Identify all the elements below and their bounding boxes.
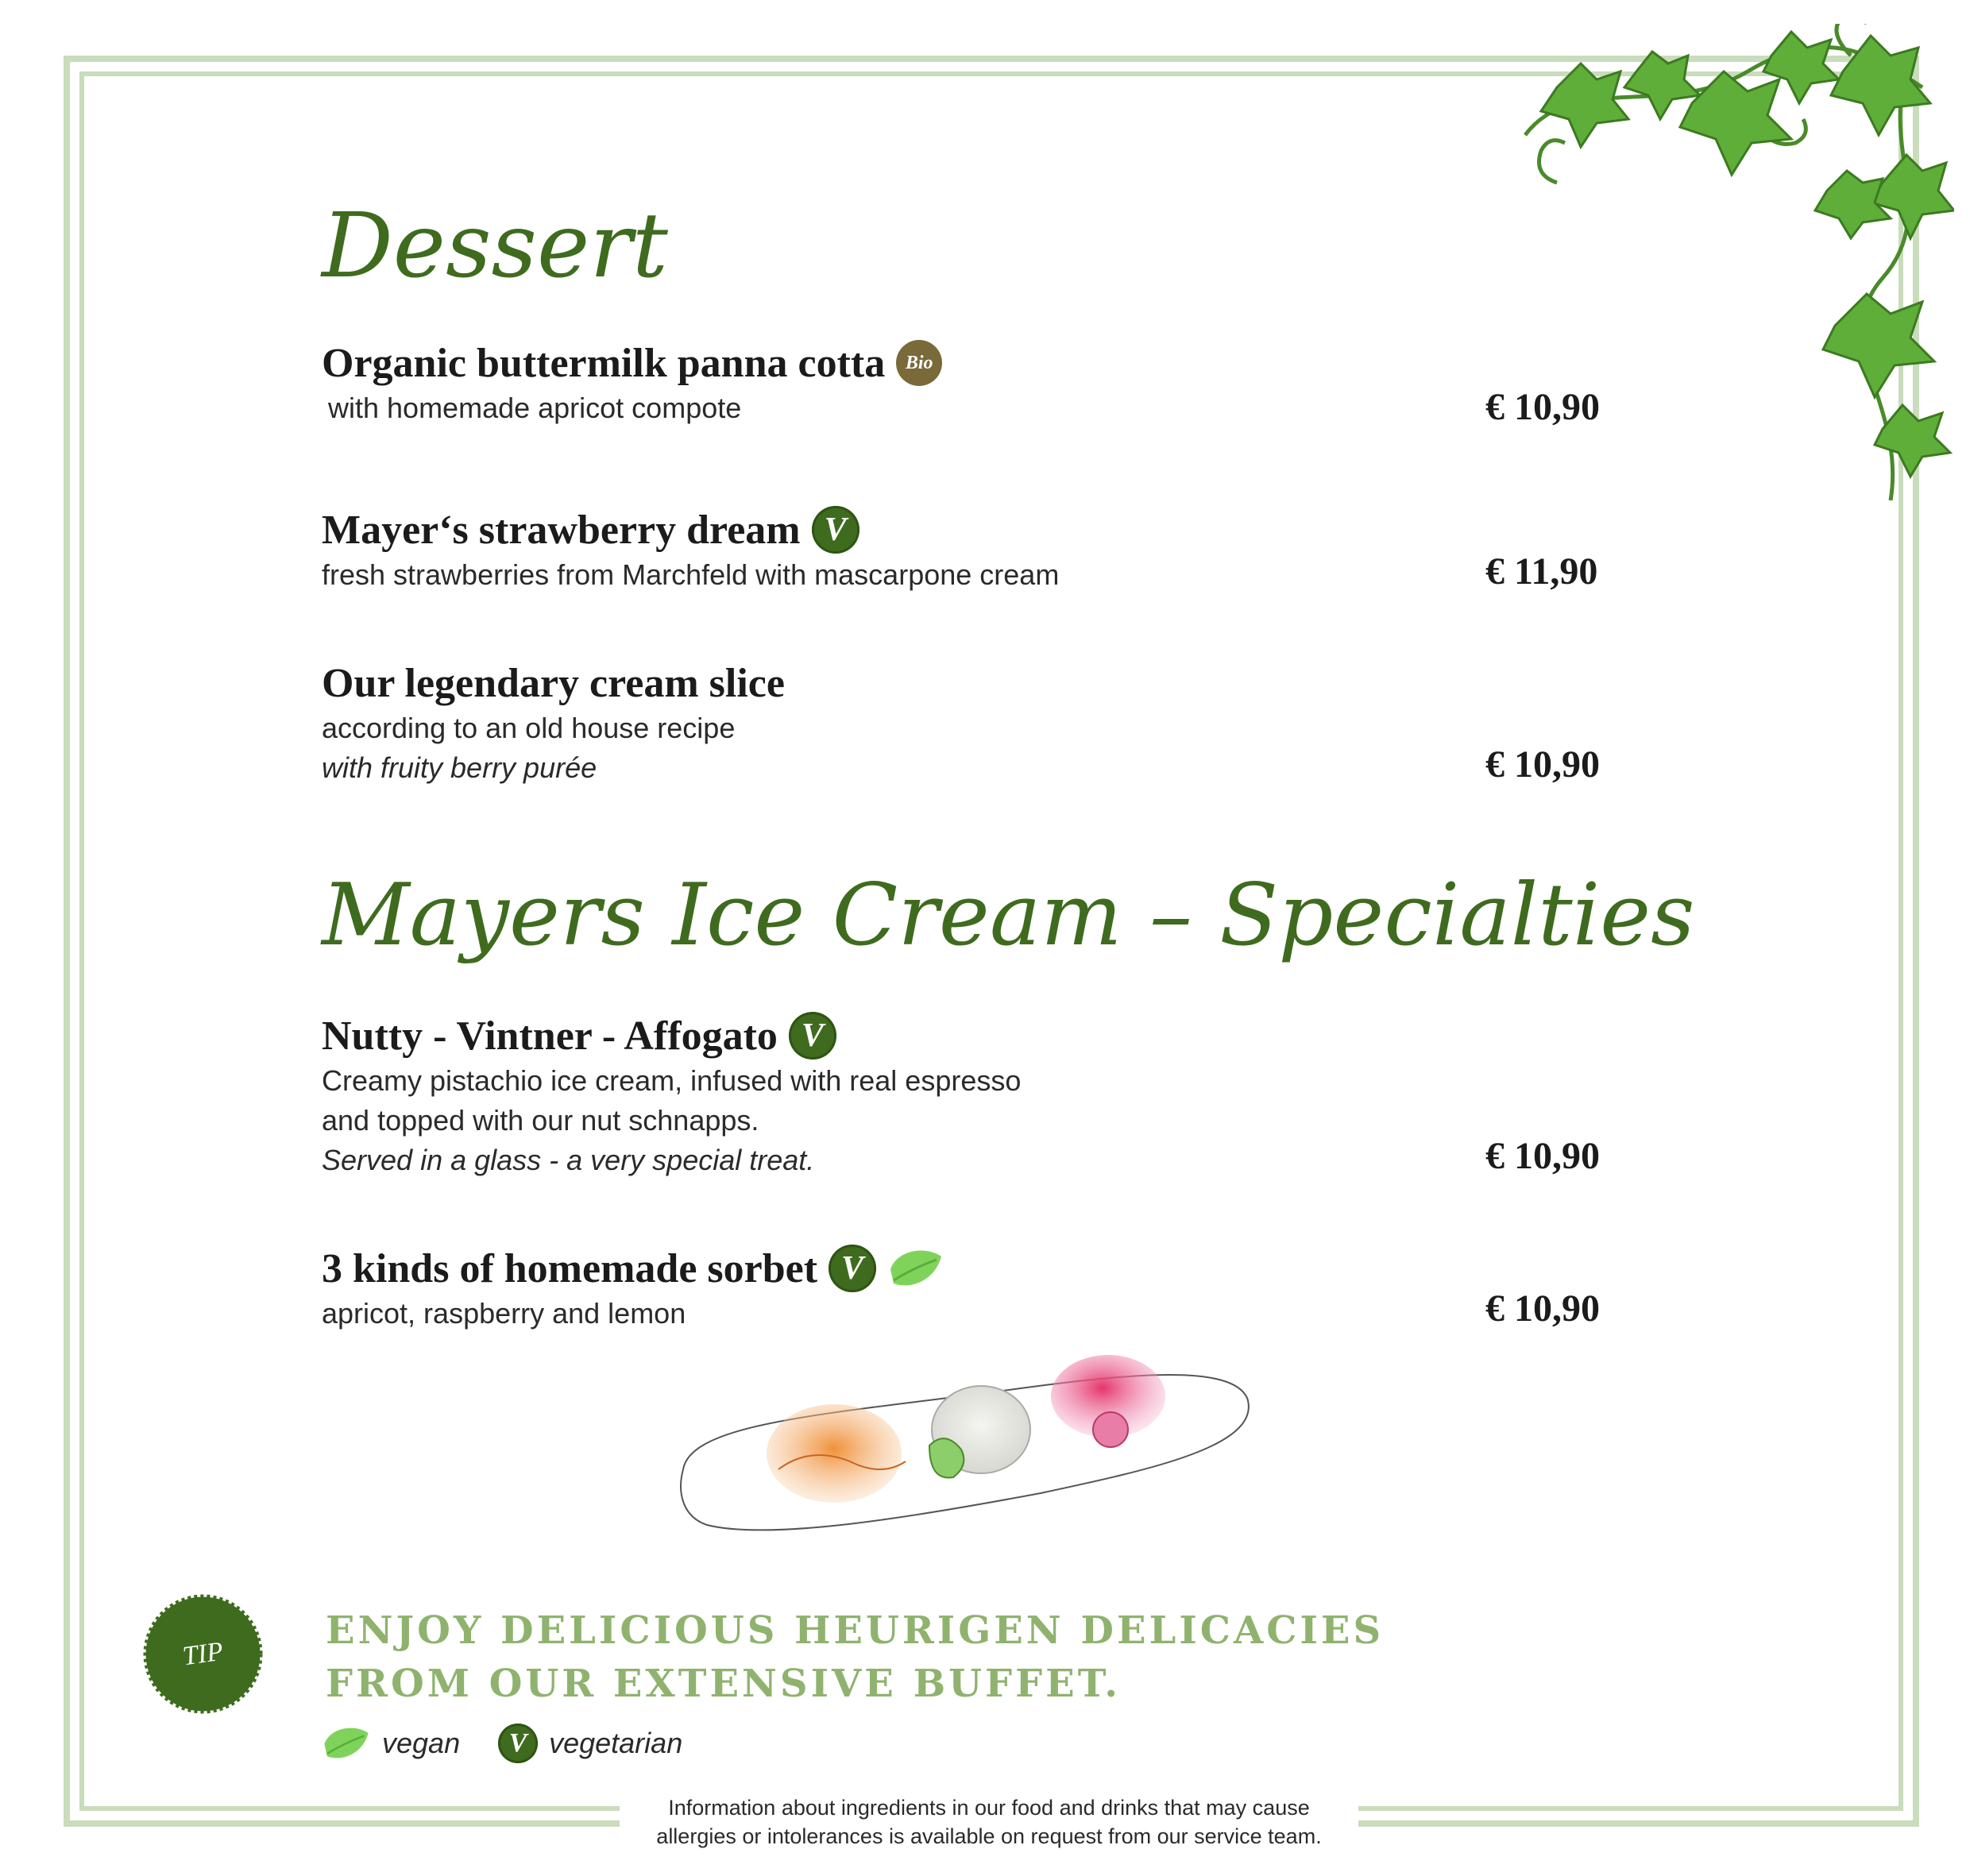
menu-item	[322, 658, 1632, 788]
vegan-leaf-icon	[887, 1245, 944, 1291]
section-title-ice-cream: Mayers Ice Cream – Specialties	[322, 866, 1695, 965]
item-description: Creamy pistachio ice cream, infused with real espresso	[322, 1064, 1022, 1097]
tip-badge	[141, 1592, 265, 1716]
item-price: € 10,90	[1485, 1135, 1600, 1177]
item-description: fresh strawberries from Marchfeld with mascarpone cream	[322, 558, 1060, 591]
sorbet-plate-illustration	[675, 1350, 1263, 1557]
legend-vegan: vegan	[382, 1727, 461, 1759]
vegetarian-badge: V	[812, 506, 859, 554]
menu-item	[322, 338, 1632, 428]
item-price: € 10,90	[1485, 1287, 1600, 1330]
item-description: with homemade apricot compote	[328, 392, 742, 424]
menu-item	[322, 1243, 1632, 1334]
item-name: Organic buttermilk panna cotta	[322, 340, 886, 386]
leaf-icon	[322, 1724, 371, 1763]
ivy-decoration	[1509, 24, 1954, 516]
item-price: € 10,90	[1485, 386, 1600, 428]
tip-label: TIP	[180, 1636, 226, 1671]
vegetarian-badge: V	[829, 1245, 876, 1292]
item-price: € 10,90	[1485, 743, 1600, 786]
menu-item	[322, 1010, 1632, 1180]
item-price: € 11,90	[1485, 550, 1598, 593]
footnote-line-2: allergies or intolerances is available on request from our service team.	[656, 1824, 1322, 1848]
footnote-line-1: Information about ingredients in our food and drinks that may cause	[668, 1796, 1310, 1820]
item-description-italic: with fruity berry purée	[322, 751, 597, 784]
item-name: 3 kinds of homemade sorbet	[322, 1245, 818, 1291]
item-description: and topped with our nut schnapps.	[322, 1104, 759, 1137]
allergen-footnote	[628, 1793, 1350, 1851]
item-name: Our legendary cream slice	[322, 660, 785, 706]
menu-item	[322, 504, 1632, 595]
item-description-italic: Served in a glass - a very special treat.	[322, 1144, 815, 1176]
vegetarian-badge: V	[498, 1724, 538, 1763]
tip-line-2: FROM OUR EXTENSIVE BUFFET.	[326, 1662, 1121, 1706]
item-name: Mayer‘s strawberry dream	[322, 507, 801, 553]
item-description: apricot, raspberry and lemon	[322, 1297, 686, 1330]
bio-badge: Bio	[896, 340, 942, 386]
item-name: Nutty - Vintner - Affogato	[322, 1013, 778, 1059]
tip-line-1: ENJOY DELICIOUS HEURIGEN DELICACIES	[326, 1608, 1385, 1653]
legend	[322, 1724, 682, 1763]
legend-vegetarian: vegetarian	[549, 1727, 683, 1759]
item-description: according to an old house recipe	[322, 712, 736, 744]
vegetarian-badge: V	[789, 1012, 836, 1060]
section-title-dessert: Dessert	[322, 195, 668, 298]
